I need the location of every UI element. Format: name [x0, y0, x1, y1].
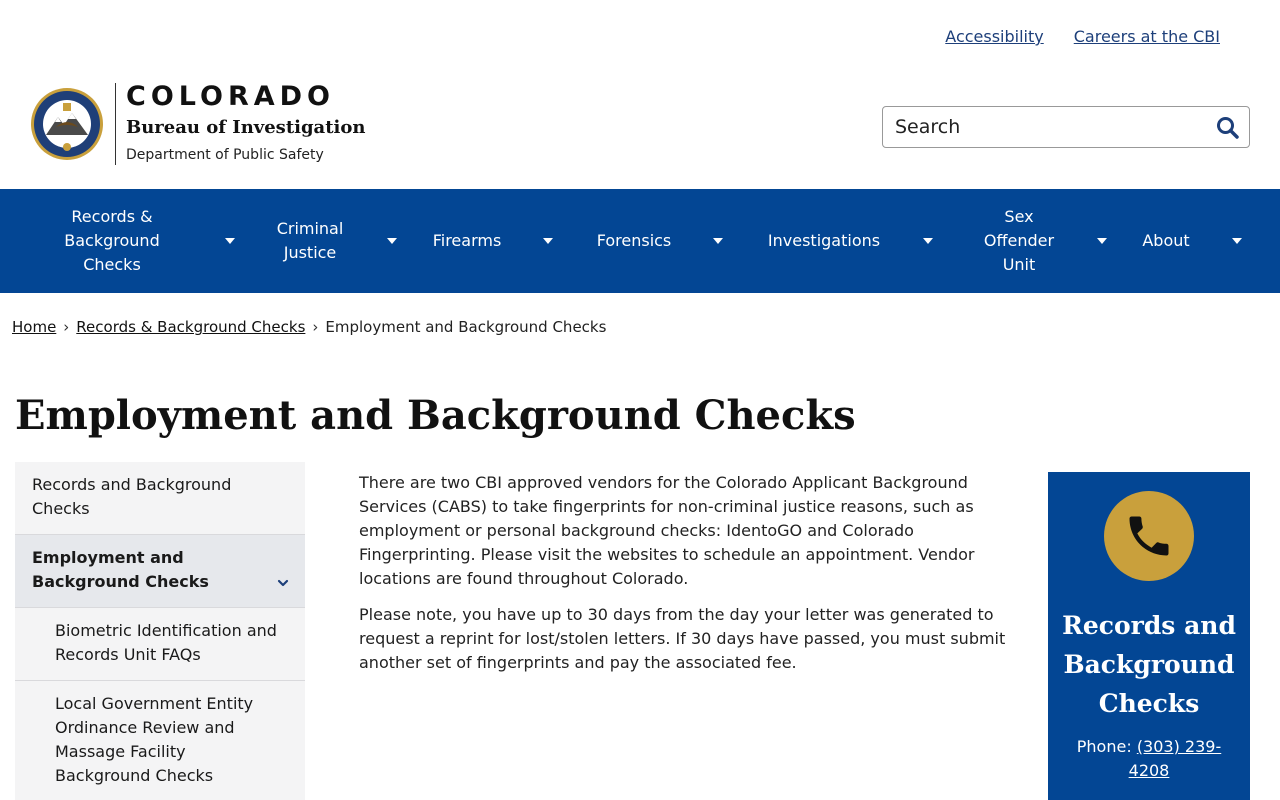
nav-item-records[interactable] [60, 189, 242, 293]
accessibility-link[interactable]: Accessibility [945, 27, 1044, 46]
breadcrumb-parent[interactable]: Records & Background Checks [76, 318, 306, 336]
breadcrumb-separator: › [63, 318, 70, 336]
utility-links [945, 27, 1220, 46]
side-menu-item-biometric-faqs[interactable] [15, 608, 305, 681]
caret-down-icon [1231, 235, 1243, 247]
nav-item-label: Records & Background Checks [64, 207, 160, 274]
caret-down-icon [224, 235, 236, 247]
contact-card [1048, 472, 1250, 800]
side-menu [15, 462, 305, 800]
breadcrumb-home[interactable]: Home [12, 318, 57, 336]
side-menu-item-label: Biometric Identification and Records Unit FAQs [55, 621, 277, 664]
breadcrumb [12, 318, 606, 336]
main-content [359, 471, 1019, 675]
caret-down-icon [542, 235, 554, 247]
cbi-seal-icon [30, 87, 104, 161]
page-title: Employment and Background Checks [15, 392, 856, 439]
nav-item-about[interactable] [1136, 189, 1250, 293]
logo-text [126, 83, 365, 163]
phone-label: Phone: [1076, 737, 1132, 756]
logo-bureau: Bureau of Investigation [126, 117, 366, 138]
nav-item-firearms[interactable] [425, 189, 559, 293]
search-box [882, 106, 1250, 148]
nav-item-sex-offender-unit[interactable] [980, 189, 1114, 293]
chevron-down-icon[interactable] [277, 577, 289, 589]
logo-department: Department of Public Safety [126, 147, 324, 163]
phone-number-link[interactable]: (303) 239-4208 [1128, 737, 1222, 780]
content-paragraph: There are two CBI approved vendors for the Colorado Applicant Background Services (CABS) to take fingerprints for non-criminal justice reasons, such as employment or personal background checks: IdentoGO and Colorado Fingerprinting. Please visit the websites to schedule an appointment. Vendor locations are found throughout Colorado. [359, 473, 975, 588]
side-menu-item-label: Local Government Entity Ordinance Review and Massage Facility Background Checks [55, 694, 254, 785]
breadcrumb-current: Employment and Background Checks [325, 318, 607, 336]
nav-item-forensics[interactable] [590, 189, 730, 293]
side-menu-item-local-government[interactable] [15, 681, 305, 800]
contact-card-title: Records and Background Checks [1062, 611, 1236, 718]
caret-down-icon [1096, 235, 1108, 247]
phone-icon-circle [1104, 491, 1194, 581]
nav-item-investigations[interactable] [762, 189, 940, 293]
side-menu-item-records[interactable] [15, 462, 305, 535]
nav-item-label: Firearms [432, 231, 502, 250]
side-menu-item-label: Records and Background Checks [32, 475, 232, 518]
phone-icon [1123, 510, 1175, 562]
nav-item-criminal-justice[interactable] [270, 189, 404, 293]
side-menu-item-label: Employment and Background Checks [32, 548, 209, 591]
nav-item-label: Sex Offender Unit [983, 207, 1055, 274]
main-nav [0, 189, 1280, 293]
careers-link[interactable]: Careers at the CBI [1073, 27, 1220, 46]
breadcrumb-separator: › [312, 318, 319, 336]
search-icon[interactable] [1215, 115, 1241, 141]
content-paragraph: Please note, you have up to 30 days from the day your letter was generated to request a reprint for lost/stolen letters. If 30 days have passed, you must submit another set of fingerprints and pay the associated fee. [359, 605, 1006, 672]
search-input[interactable] [895, 115, 1195, 139]
nav-item-label: Forensics [596, 231, 672, 250]
nav-item-label: About [1142, 231, 1190, 250]
logo-state: COLORADO [126, 81, 336, 112]
nav-item-label: Investigations [767, 231, 881, 250]
caret-down-icon [922, 235, 934, 247]
caret-down-icon [712, 235, 724, 247]
caret-down-icon [386, 235, 398, 247]
side-menu-item-employment[interactable] [15, 535, 305, 608]
logo-divider [115, 83, 116, 165]
site-logo[interactable] [30, 83, 365, 165]
contact-card-phone [1048, 735, 1250, 783]
nav-item-label: Criminal Justice [276, 219, 344, 262]
